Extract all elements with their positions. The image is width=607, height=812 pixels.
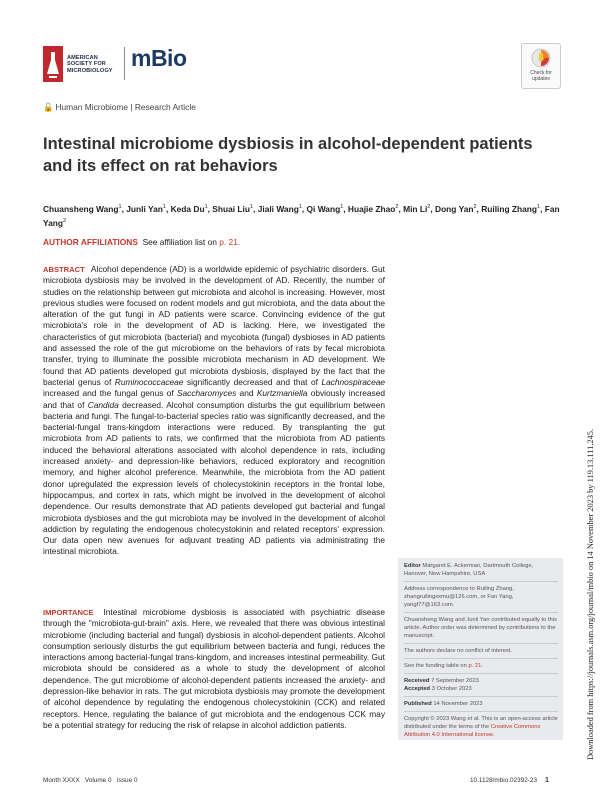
article-section [43,102,196,113]
funding-page-link[interactable]: p. 21. [468,663,483,669]
mbio-logo [131,45,187,72]
importance-label: IMPORTANCE [43,608,94,617]
section-label: Human Microbiome | Research Article [55,102,196,112]
check-updates-icon [531,48,551,68]
author-affiliations [43,237,240,247]
author-name[interactable]: Dong Yan$^2$ [435,203,477,214]
correspondence: Address correspondence to Ruiling Zhang, zhangruilingxxmu@126.com, or Fan Yang, yangf77@163.com. [404,586,514,608]
doi-link[interactable]: 10.1128/mbio.02392-23 [470,777,538,784]
author-name[interactable]: Huajie Zhao$^2$ [347,203,399,214]
asm-flask-icon [43,46,63,82]
affiliations-text: See affiliation list on [142,237,217,247]
footer-issue-info: Month XXXX Volume 0 Issue 0 [43,777,138,784]
abstract-label: ABSTRACT [43,265,85,274]
license-link[interactable]: Creative Commons Attribution 4.0 International license. [404,724,541,738]
importance-text: Intestinal microbiome dysbiosis is associated with psychiatric disease through the "microbiota-gut-brain" axis. Here, we revealed that there was obvious intestinal microbiome (including bacterial and fungal) dysbiosis in alcohol-dependent patients. Alcohol consumption seriously disturbs the gut equilibrium between bacteria and fungi, reduces the interactions among bacterial-fungal trans-kingdom, and increases intestinal permeability. Gut microbiota should be considered as a whole to study the development of alcohol dependence. The gut microbiome of alcohol-dependent patients increased the anxiety- and depression-like behavior in rats. The gut microbiota dysbiosis may promote the development of alcohol dependence by regulating the endogenous cholecystokinin (CCK) and related receptors. Hence, regulating the balance of gut microbiota and the endogenous CCK may be a potential strategy for reducing the risk of relapse in alcohol addiction patients. [43,607,385,730]
article-info-sidebar [398,558,563,740]
download-note: Downloaded from https://journals.asm.org/journal/mbio on 14 November 2023 by 119.13.111.245. [586,428,595,760]
conflict-statement: The authors declare no conflict of interest. [404,648,512,654]
author-name[interactable]: Min Li$^2$ [403,203,431,214]
author-list: Chuansheng Wang$^1$, Junli Yan$^1$, Keda Du$^1$, Shuai Liu$^1$, Jiali Wang$^1$, Qi Wang$^1$, Huajie Zhao$^2$, Min Li$^2$, Dong Yan$^2$, Ruiling Zhang$^1$, Fan Yang$^2$ [43,203,560,228]
author-name[interactable]: Ruiling Zhang$^1$ [481,203,541,214]
download-watermark [576,160,595,760]
asm-logo [43,46,123,82]
affiliations-page-link[interactable]: p. 21. [219,237,241,247]
open-access-icon: 🔓 [43,102,54,112]
published-date: Published 14 November 2023 [404,701,483,707]
asm-line: SOCIETY FOR [67,61,106,68]
accepted-date: Accepted 3 October 2023 [404,686,472,692]
author-name[interactable]: Junli Yan$^1$ [126,203,166,214]
page-number: 1 [545,777,549,784]
author-name[interactable]: Jiali Wang$^1$ [257,203,302,214]
affiliations-label: AUTHOR AFFILIATIONS [43,237,138,247]
asm-line: AMERICAN [67,55,98,61]
importance [43,607,385,731]
check-updates-label: Check for updates [530,70,552,82]
author-name[interactable]: Chuansheng Wang$^1$ [43,203,122,214]
asm-line: MICROBIOLOGY [67,67,113,74]
check-for-updates-badge[interactable] [521,43,561,89]
equal-contribution: Chuansheng Wang and Junli Yan contributed equally to this article. Author order was determined by contributions to the manuscript. [404,617,557,639]
author-name[interactable]: Shuai Liu$^1$ [212,203,254,214]
author-name[interactable]: Fan Yang$^2$ [43,203,560,228]
article-title: Intestinal microbiome dysbiosis in alcohol-dependent patients and its effect on rat behaviors [43,135,533,175]
funding-info: See the funding table on p. 21. [404,663,483,669]
author-name[interactable]: Keda Du$^1$ [170,203,208,214]
footer-doi [470,777,549,784]
logo-divider [124,47,125,80]
editor-info: Editor Margaret E. Ackerman, Dartmouth College, Hanover, New Hampshire, USA [404,563,534,577]
author-name[interactable]: Qi Wang$^1$ [306,203,344,214]
journal-name: mBio [131,45,187,71]
copyright: Copyright © 2023 Wang et al. This is an open-access article distributed under the terms of the Creative Commons Attribution 4.0 International license. [404,716,558,738]
abstract: ABSTRACT Alcohol dependence (AD) is a worldwide epidemic of psychiatric disorders. Gut microbiota dysbiosis may be involved in the development of AD. Recently, the number of studies on the relationship between gut microbiota and alcohol is increasing. However, most previous studies were focused on rodent models and gut microbiota, and the data about the alteration of the gut fungi in AD patients were scarce. Convincing evidence of the gut microbiota's role in the development of AD is lacking. Here, we investigated the characteristics of gut microbiota (bacterial) and mycobiota (fungal) dysbioses in AD patients and assessed the role of the gut microbiome on the behaviors of rats by fecal microbiota transfer, trying to illuminate the possible microbiota mechanism in AD development. We found that AD patients developed gut microbiota dysbiosis, displayed by the fact that the bacterial genus of Ruminococcaceae significantly decreased and that of Lachnospiraceae increased and the fungal genus of Saccharomyces and Kurtzmaniella obviously increased and that of Candida decreased. Alcohol consumption disturbs the gut equilibrium between bacteria and fungi. The fungal-to-bacterial species ratio was significantly decreased, and the bacterial-fungal trans-kingdom interactions were reduced. By transplanting the gut microbiota from AD patients to rats, we confirmed that the microbiota from AD patients induced the behavioral alterations associated with alcohol dependence in rats, including increased anxiety- and depression-like behaviors, reduced exploratory and recognition memory, and higher alcohol preference. Meanwhile, the microbiota from the AD patient donor upregulated the expression levels of cholecystokinin receptors in the frontal lobe, hippocampus, and cortex in rats, which might be involved in the development of alcohol dependence. Our results demonstrate that AD patients developed gut bacterial and fungal microbiota dysbioses and the gut microbiota may be involved in the development of alcohol addiction by regulating the endogenous cholecystokinin and related receptors' expression. Our data open new avenues for adjuvant treating AD patients via administrating the intestinal microbiota. [43,264,386,557]
received-date: Received 7 September 2023 [404,678,479,684]
